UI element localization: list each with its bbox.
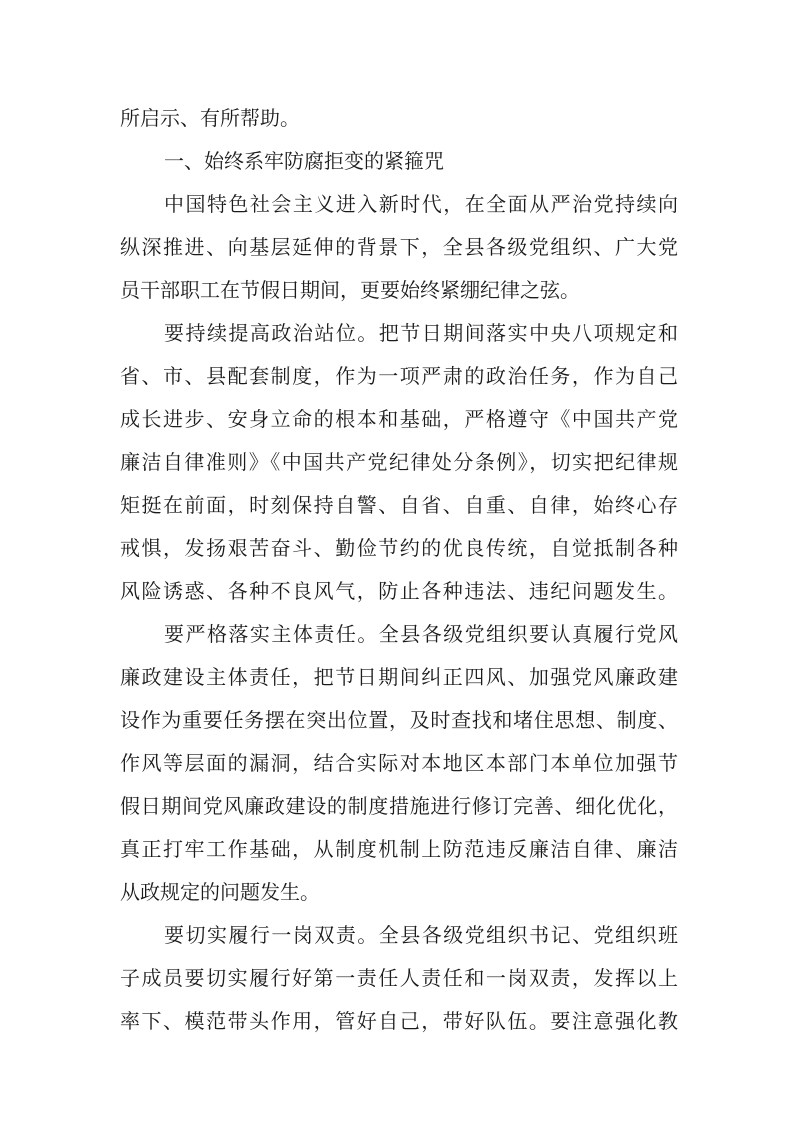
text-line: 风险诱惑、各种不良风气，防止各种违法、违纪问题发生。 [120,579,678,603]
text-line: 矩挺在前面，时刻保持自警、自省、自重、自律，始终心存 [120,493,678,517]
text-line: 率下、模范带头作用，管好自己，带好队伍。要注意强化教 [120,1009,678,1033]
text-line: 纵深推进、向基层延伸的背景下，全县各级党组织、广大党 [120,235,678,259]
text-line: 假日期间党风廉政建设的制度措施进行修订完善、细化优化， [120,794,678,818]
text-line: 真正打牢工作基础，从制度机制上防范违反廉洁自律、廉洁 [120,837,678,861]
text-line: 从政规定的问题发生。 [120,880,320,904]
text-line: 省、市、县配套制度，作为一项严肃的政治任务，作为自己 [120,364,678,388]
text-line: 子成员要切实履行好第一责任人责任和一岗双责，发挥以上 [120,966,678,990]
text-line: 廉洁自律准则》《中国共产党纪律处分条例》，切实把纪律规 [120,450,678,474]
text-line: 要严格落实主体责任。全县各级党组织要认真履行党风 [164,622,678,646]
text-line: 作风等层面的漏洞，结合实际对本地区本部门本单位加强节 [120,751,678,775]
text-line: 设作为重要任务摆在突出位置，及时查找和堵住思想、制度、 [120,708,678,732]
section-heading: 一、始终系牢防腐拒变的紧箍咒 [164,149,444,173]
text-line: 中国特色社会主义进入新时代，在全面从严治党持续向 [164,192,678,216]
text-line: 成长进步、安身立命的根本和基础，严格遵守《中国共产党 [120,407,678,431]
text-line: 员干部职工在节假日期间，更要始终紧绷纪律之弦。 [120,278,580,302]
text-line: 要切实履行一岗双责。全县各级党组织书记、党组织班 [164,923,678,947]
text-line: 廉政建设主体责任，把节日期间纠正四风、加强党风廉政建 [120,665,678,689]
text-line: 戒惧，发扬艰苦奋斗、勤俭节约的优良传统，自觉抵制各种 [120,536,678,560]
text-line: 要持续提高政治站位。把节日期间落实中央八项规定和 [164,321,678,345]
text-line: 所启示、有所帮助。 [120,106,300,130]
